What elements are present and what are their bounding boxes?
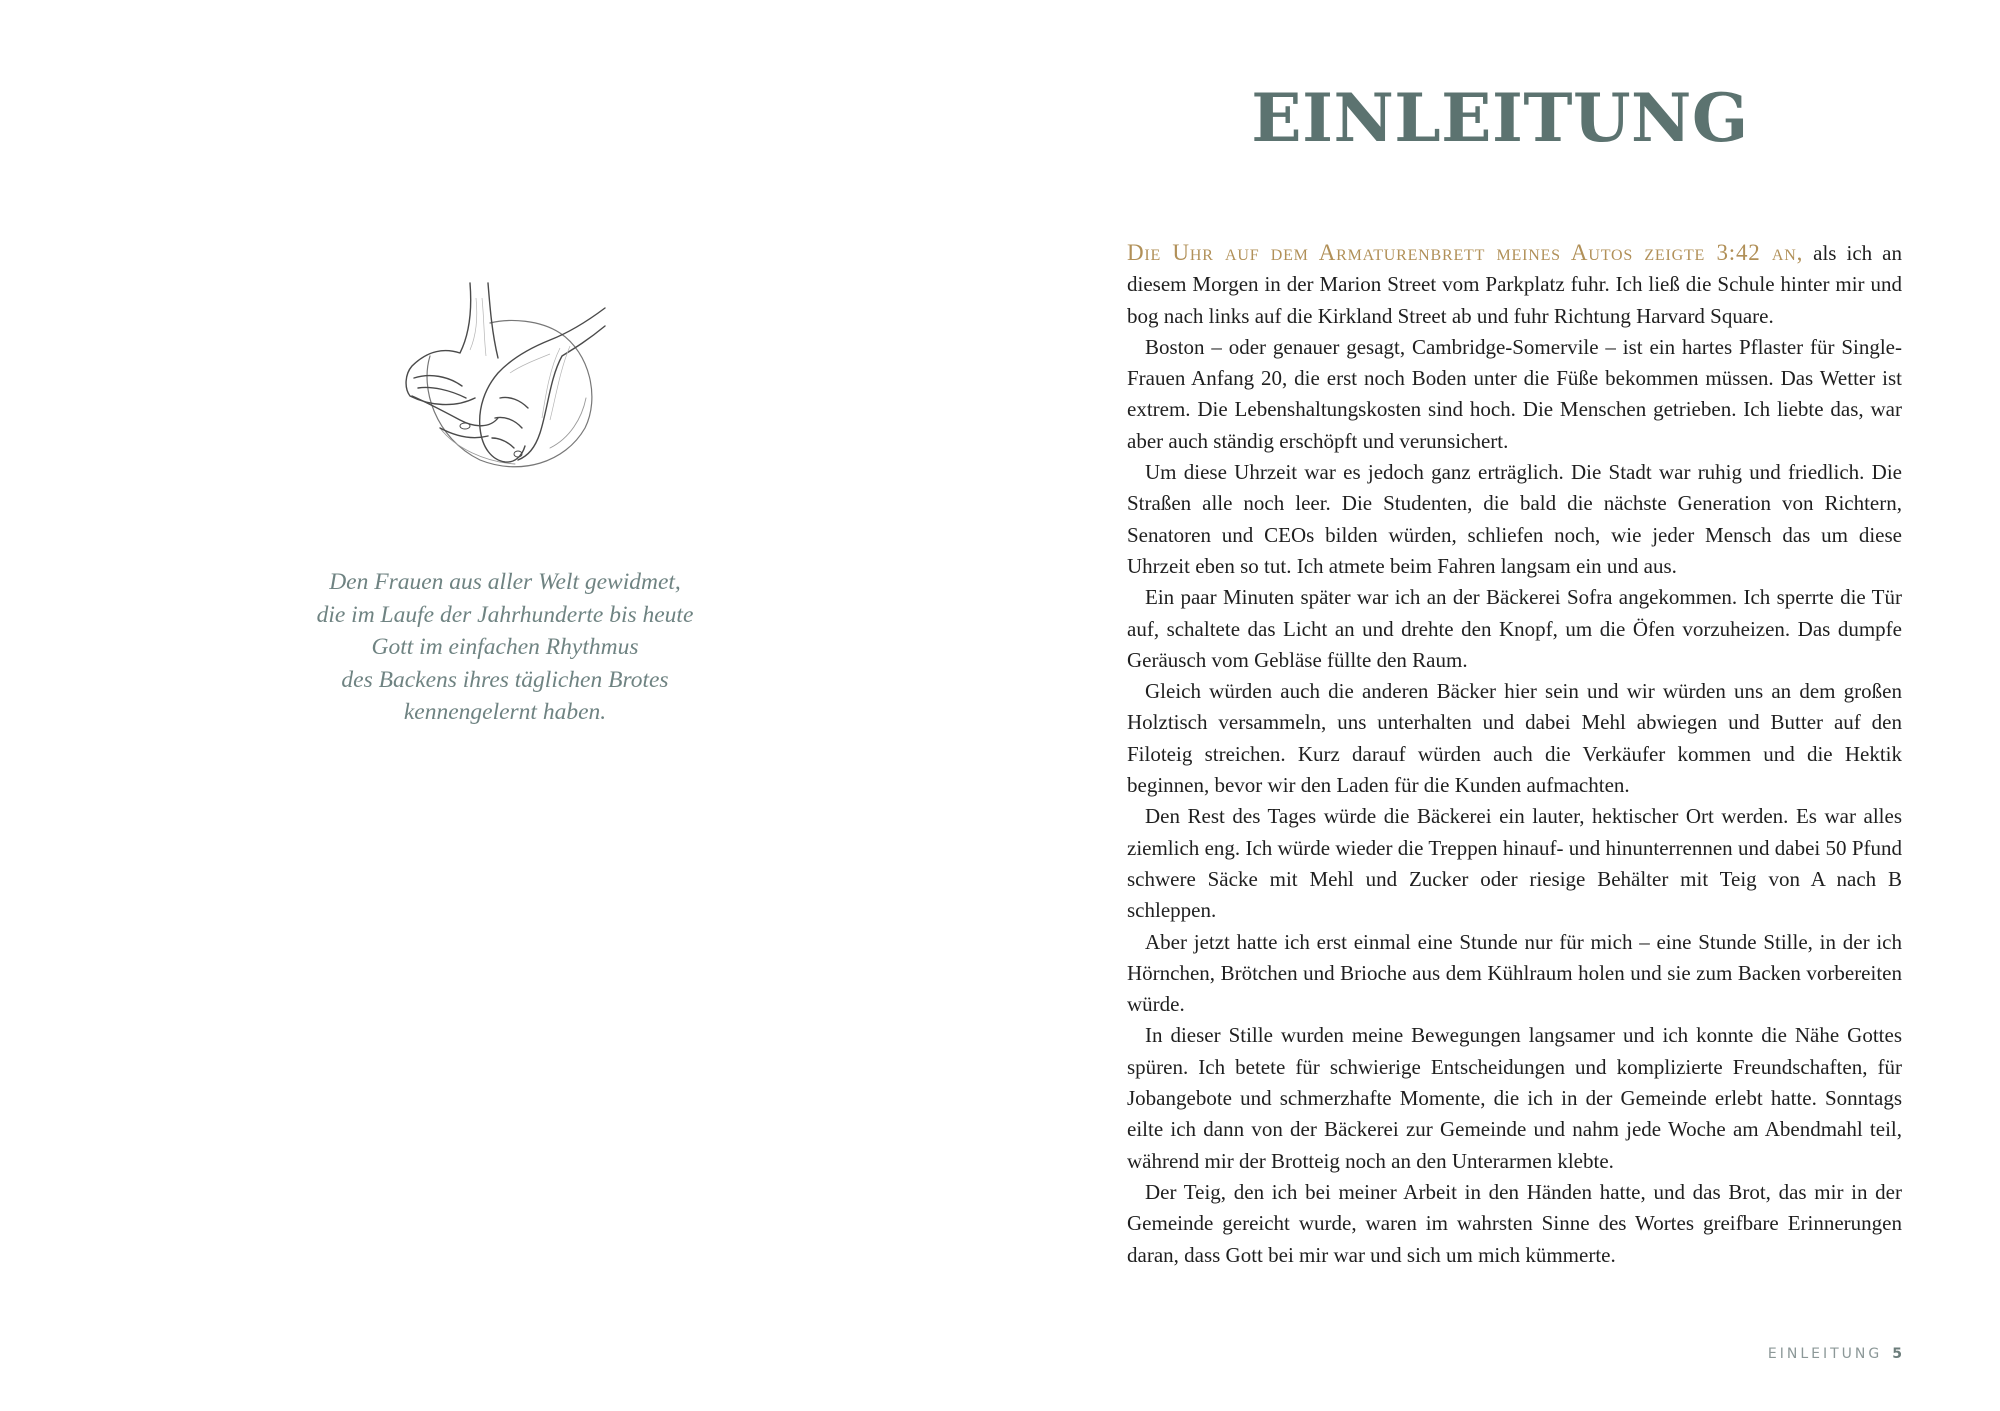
body-paragraph: In dieser Stille wurden meine Bewegungen langsamer und ich konnte die Nähe Gottes spüren. Ich betete für schwierige Entscheidungen und komplizierte Freundschaften, für Jobangebote und schmerzhafte Momente, die ich in der Gemeinde erlebt hatte. Sonntags eilte ich dann von der Bäckerei zur Gemeinde und nahm jede Woche am Abendmahl teil, während mir der Brotteig noch an den Unterarmen klebte. xyxy=(1127,1023,1902,1173)
running-head: EINLEITUNG xyxy=(1767,1346,1883,1362)
dedication xyxy=(270,566,740,729)
chapter-title: EINLEITUNG xyxy=(1251,79,1749,157)
body-paragraph: Um diese Uhrzeit war es jedoch ganz erträglich. Die Stadt war ruhig und friedlich. Die Straßen alle noch leer. Die Studenten, die bald die nächste Generation von Richtern, Senatoren und CEOs bilden würden, schliefen noch, wie jeder Mensch das um diese Uhrzeit eben so tut. Ich atmete beim Fahren langsam ein und aus. xyxy=(1127,460,1902,578)
body-paragraph: Aber jetzt hatte ich erst einmal eine Stunde nur für mich – eine Stunde Stille, in der ich Hörnchen, Brötchen und Brioche aus dem Kühlraum holen und sie zum Backen vorbereiten würde. xyxy=(1127,929,1902,1017)
body-paragraph: Boston – oder genauer gesagt, Cambridge-Somervile – ist ein hartes Pflaster für Single-Frauen Anfang 20, die erst noch Boden unter die Füße bekommen müssen. Das Wetter ist extrem. Die Lebenshaltungskosten sind hoch. Die Menschen getrieben. Ich liebte das, war aber auch ständig erschöpft und verunsichert. xyxy=(1127,334,1902,453)
body-paragraph xyxy=(1127,237,1902,332)
right-page xyxy=(1000,0,2000,1411)
dedication-line: kennengelernt haben. xyxy=(403,699,607,725)
kneading-hands-icon xyxy=(400,278,610,478)
dedication-line: die im Laufe der Jahrhunderte bis heute xyxy=(316,601,694,628)
body-paragraph: Der Teig, den ich bei meiner Arbeit in den Händen hatte, und das Brot, das mir in der Gemeinde gereicht wurde, waren im wahrsten Sinne des Wortes greifbare Erinnerungen daran, dass Gott bei mir war und sich um mich kümmerte. xyxy=(1127,1179,1902,1267)
dedication-line: des Backens ihres täglichen Brotes xyxy=(341,666,669,693)
body-paragraph: Gleich würden auch die anderen Bäcker hier sein und wir würden uns an dem großen Holztisch versammeln, uns unterhalten und dabei Mehl abwiegen und Butter auf den Filoteig streichen. Kurz darauf würden auch die Verkäufer kommen und die Hektik beginnen, bevor wir den Laden für die Kunden aufmachten. xyxy=(1127,679,1902,798)
paragraph-text: als ich an diesem Morgen in der Marion Street vom Parkplatz fuhr. Ich ließ die Schule hinter mir und bog nach links auf die Kirkland Street ab und fuhr Richtung Harvard Square. xyxy=(1127,241,1902,328)
body-paragraph: Ein paar Minuten später war ich an der Bäckerei Sofra angekommen. Ich sperrte die Tür auf, schaltete das Licht an und drehte den Knopf, um die Öfen vorzuheizen. Das dumpfe Geräusch vom Gebläse füllte den Raum. xyxy=(1127,585,1902,672)
dedication-line: Den Frauen aus aller Welt gewidmet, xyxy=(329,569,681,595)
body-paragraph: Den Rest des Tages würde die Bäckerei ein lauter, hektischer Ort werden. Es war alles ziemlich eng. Ich würde wieder die Treppen hinauf- und hinunterrennen und dabei 50 Pfund schwere Säcke mit Mehl und Zucker oder riesige Behälter mit Teig von A nach B schleppen. xyxy=(1127,804,1902,923)
dedication-line: Gott im einfachen Rhythmus xyxy=(371,634,639,660)
running-footer xyxy=(1768,1346,1902,1362)
chapter-body xyxy=(1127,237,1902,1271)
page-number: 5 xyxy=(1892,1346,1902,1362)
lead-in: Die Uhr auf dem Armaturenbrett meines Autos zeigte 3:42 an, xyxy=(1127,240,1804,265)
